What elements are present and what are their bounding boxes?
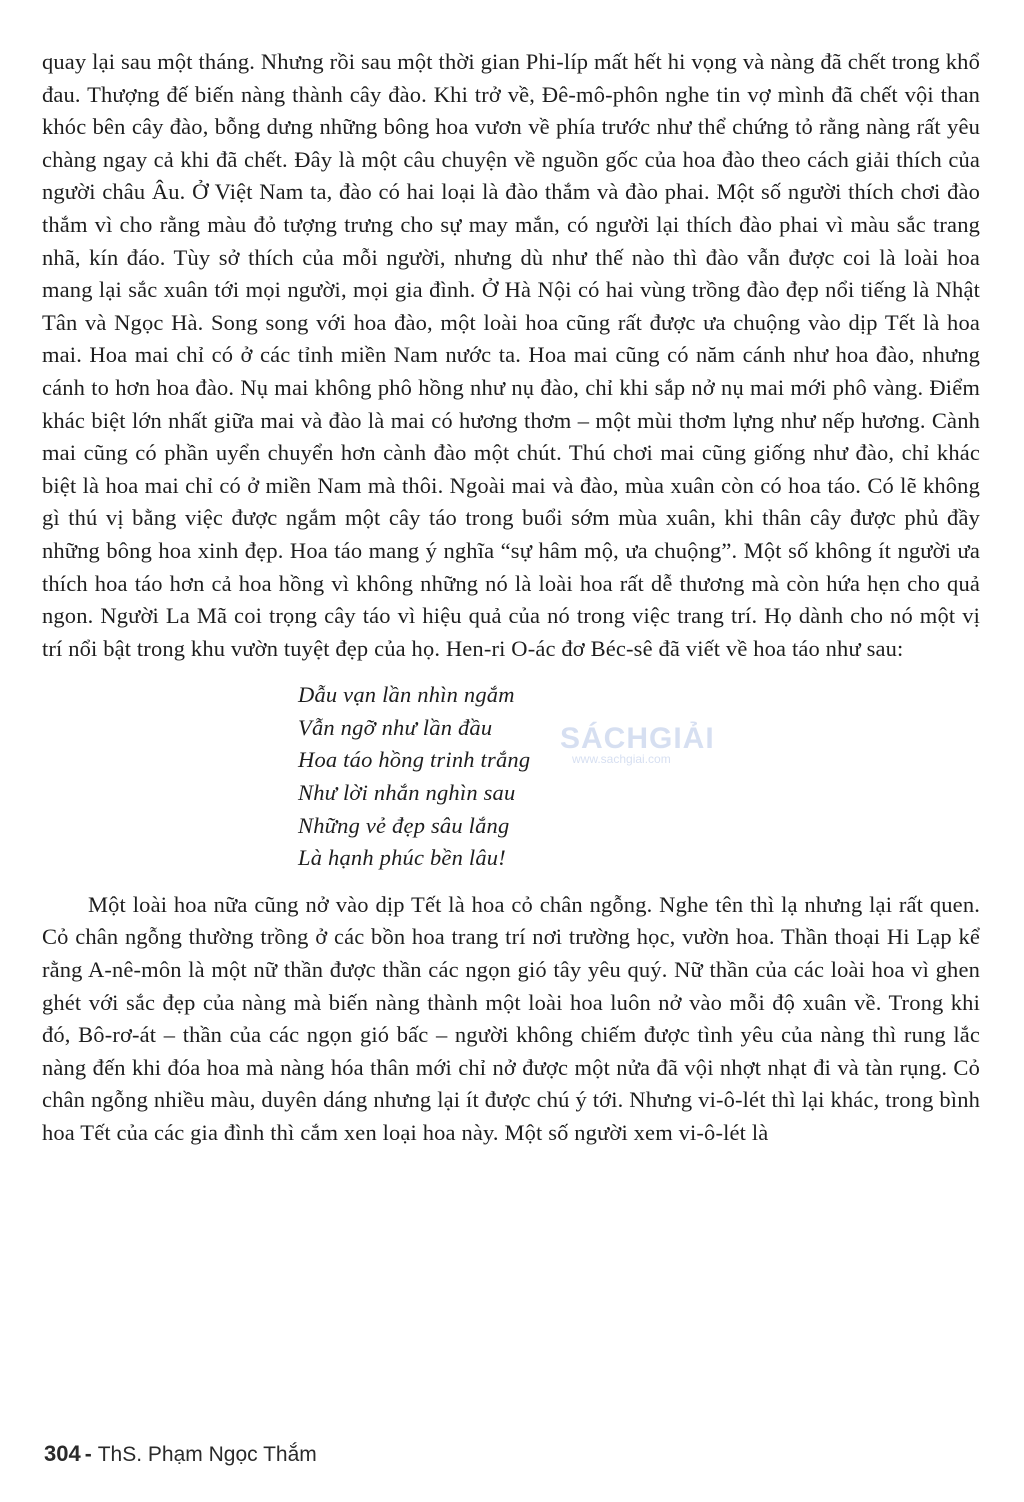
poem-line: Như lời nhắn nghìn sau — [298, 780, 516, 806]
poem-block — [298, 679, 980, 875]
body-paragraph-2: Một loài hoa nữa cũng nở vào dịp Tết là hoa cỏ chân ngỗng. Nghe tên thì lạ nhưng lại rất quen. Cỏ chân ngỗng thường trồng ở các bồn hoa trang trí nơi trường học, vườn hoa. Thần thoại Hi Lạp kể rằng A-nê-môn là một nữ thần được thần các ngọn gió tây yêu quý. Nữ thần của các loài hoa vì ghen ghét với sắc đẹp của nàng mà biến nàng thành một loài hoa luôn nở vào mỗi độ xuân về. Trong khi đó, Bô-rơ-át – thần của các ngọn gió bấc – người không chiếm được tình yêu của nàng thì rung lắc nàng đến khi đóa hoa mà nàng hóa thân mới chỉ nở được một nửa đã vội nhợt nhạt đi và tàn rụng. Cỏ chân ngỗng nhiều màu, duyên dáng nhưng lại ít được chú ý tới. Nhưng vi-ô-lét thì lại khác, trong bình hoa Tết của các gia đình thì cắm xen loại hoa này. Một số người xem vi-ô-lét là — [42, 891, 980, 1145]
watermark-site: www.sachgiai.com — [572, 752, 671, 766]
footer-separator: - — [84, 1443, 92, 1466]
page-number: 304 — [44, 1441, 81, 1466]
poem-line: Vẫn ngỡ như lần đầu — [298, 714, 493, 740]
body-paragraph-1: quay lại sau một tháng. Nhưng rồi sau một thời gian Phi-líp mất hết hi vọng và nàng đã chết trong khổ đau. Thượng đế biến nàng thành cây đào. Khi trở về, Đê-mô-phôn nghe tin vợ mình đã chết vội than khóc bên cây đào, bỗng dưng những bông hoa vươn về phía trước như thể chứng tỏ rằng nàng rất yêu chàng ngay cả khi đã chết. Đây là một câu chuyện về nguồn gốc của hoa đào theo cách giải thích của người châu Âu. Ở Việt Nam ta, đào có hai loại là đào thắm và đào phai. Một số người thích chơi đào thắm vì cho rằng màu đỏ tượng trưng cho sự may mắn, có người lại thích đào phai vì màu sắc trang nhã, kín đáo. Tùy sở thích của mỗi người, nhưng dù như thế nào thì đào vẫn được coi là loài hoa mang lại sắc xuân tới mọi người, mọi gia đình. Ở Hà Nội có hai vùng trồng đào đẹp nổi tiếng là Nhật Tân và Ngọc Hà. Song song với hoa đào, một loài hoa cũng rất được ưa chuộng vào dịp Tết là hoa mai. Hoa mai chỉ có ở các tỉnh miền Nam nước ta. Hoa mai cũng có năm cánh như hoa đào, nhưng cánh to hơn hoa đào. Nụ mai không phô hồng như nụ đào, chỉ khi sắp nở nụ mai mới phô vàng. Điểm khác biệt lớn nhất giữa mai và đào là mai có hương thơm – một mùi thơm lựng như nếp hương. Cành mai cũng có phần uyển chuyển hơn cành đào một chút. Thú chơi mai cũng giống như đào, chỉ khác biệt là hoa mai chỉ có ở miền Nam mà thôi. Ngoài mai và đào, mùa xuân còn có hoa táo. Có lẽ không gì thú vị bằng việc được ngắm một cây táo trong buổi sớm mùa xuân, khi thân cây được phủ đầy những bông hoa xinh đẹp. Hoa táo mang ý nghĩa “sự hâm mộ, ưa chuộng”. Một số không ít người ưa thích hoa táo hơn cả hoa hồng vì không những nó là loài hoa rất dễ thương mà còn hứa hẹn cho quả ngon. Người La Mã coi trọng cây táo vì hiệu quả của nó trong việc trang trí. Họ dành cho nó một vị trí nổi bật trong khu vườn tuyệt đẹp của họ. Hen-ri O-ác đơ Béc-sê đã viết về hoa táo như sau: — [42, 49, 980, 661]
author-name: ThS. Phạm Ngọc Thắm — [97, 1443, 317, 1466]
poem-line: Hoa táo hồng trinh trắng — [298, 747, 531, 773]
watermark-logo: SÁCHGIẢI — [560, 722, 715, 755]
poem-line: Là hạnh phúc bền lâu! — [298, 845, 506, 871]
page-footer — [44, 1441, 317, 1467]
poem-line: Dẫu vạn lần nhìn ngắm — [298, 682, 515, 708]
poem-line: Những vẻ đẹp sâu lắng — [298, 812, 510, 838]
document-page — [42, 46, 980, 1150]
